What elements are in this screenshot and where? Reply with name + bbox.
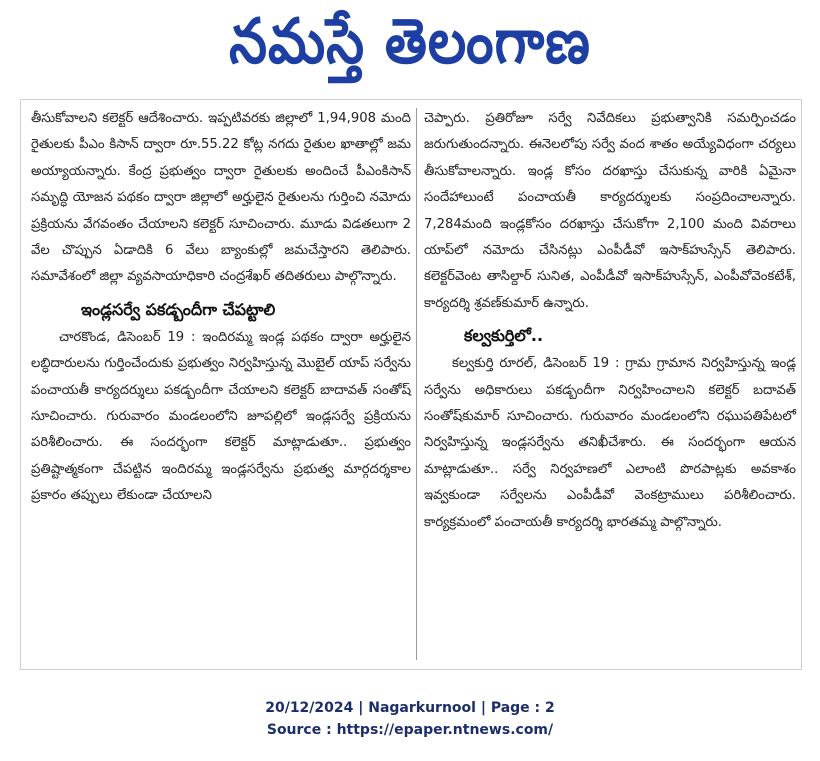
edition-info: 20/12/2024 | Nagarkurnool | Page : 2: [265, 700, 555, 716]
article-column-right: [424, 106, 796, 536]
article-paragraph: తీసుకోవాలని కలెక్టర్ ఆదేశించారు. ఇప్పటివరకు జిల్లాలో 1,94,908 మంది రైతులకు పీఎం కిసాన్ ద్వారా రూ.55.22 కోట్ల నగదు రైతుల ఖాతాల్లో జమ అయ్యాయన్నారు. కేంద్ర ప్రభుత్వం ద్వారా రైతులకు అందించే పీఎంకిసాన్ సమృద్ధి యోజన పథకం ద్వారా జిల్లాలో అర్హులైన రైతులను గుర్తించి నమోదు ప్రక్రియను వేగవంతం చేయాలని కలెక్టర్ సూచించారు. మూడు విడతలుగా 2 వేల చొప్పున ఏడాదికి 6 వేలు బ్యాంకుల్లో జమచేస్తారని తెలిపారు. సమావేశంలో జిల్లా వ్యవసాయాధికారి చంద్రశేఖర్ తదితరులు పాల్గొన్నారు.: [31, 111, 411, 285]
article-paragraph: చారకొండ, డిసెంబర్ 19 : ఇందిరమ్మ ఇండ్ల పథకం ద్వారా అర్హులైన లబ్ధిదారులను గుర్తించేందుకు ప్రభుత్వం నిర్వహిస్తున్న మొబైల్ యాప్ సర్వేను పంచాయతీ కార్యదర్శులు పకడ్బందీగా చేయాలని కలెక్టర్ బాదావత్ సంతోష్ సూచించారు. గురువారం మండలంలోని జూపల్లిలో ఇండ్లసర్వే ప్రక్రియను పరిశీలించారు. ఈ సందర్భంగా కలెక్టర్ మాట్లాడుతూ.. ప్రభుత్వం ప్రతిష్టాత్మకంగా చేపట్టిన ఇందిరమ్మ ఇండ్లసర్వేను ప్రభుత్వ మార్గదర్శకాల ప్రకారం తప్పులు లేకుండా చేయాలని: [31, 329, 411, 504]
masthead: [0, 0, 820, 98]
section-heading: కల్వకుర్తిలో..: [464, 326, 544, 346]
newspaper-logo: నమస్తే తెలంగాణ: [229, 4, 591, 78]
source-link[interactable]: Source : https://epaper.ntnews.com/: [266, 722, 554, 738]
section-heading: ఇండ్లసర్వే పకడ్బందీగా చేపట్టాలి: [81, 299, 276, 319]
article-paragraph: చెప్పారు. ప్రతిరోజూ సర్వే నివేదికలు ప్రభుత్వానికి సమర్పించడం జరుగుతుందన్నారు. ఈనెలలోపు సర్వే వంద శాతం అయ్యేవిధంగా చర్యలు తీసుకోవాలన్నారు. ఇండ్ల కోసం దరఖాస్తు చేసుకున్న వారికి ఏమైనా సందేహాలుంటే పంచాయతీ కార్యదర్శులకు సంప్రదించాలన్నారు. 7,284మంది ఇండ్లకోసం దరఖాస్తు చేసుకోగా 2,100 మంది వివరాలు యాప్‌లో నమోదు చేసినట్లు ఎంపీడీవో ఇసాక్‌హుస్సేన్ తెలిపారు. కలెక్టర్‌వెంట తాసిల్దార్ సునిత, ఎంపీడీవో ఇసాక్‌హుస్సేన్, ఎంపీవోవెంకటేశ్, కార్యదర్శి శ్రవణ్‌కుమార్ ఉన్నారు.: [424, 111, 796, 311]
article-paragraph: కల్వకుర్తి రూరల్, డిసెంబర్ 19 : గ్రామ గ్రామాన నిర్వహిస్తున్న ఇండ్ల సర్వేను అధికారులు పకడ్బందీగా నిర్వహించాలని కలెక్టర్ బదావత్ సంతోష్‌కుమార్ సూచించారు. గురువారం మండలంలోని రఘుపతిపేటలో నిర్వహిస్తున్న ఇండ్లసర్వేను తనిఖీచేశారు. ఈ సందర్భంగా ఆయన మాట్లాడుతూ.. సర్వే నిర్వహణలో ఎలాంటి పొరపాట్లకు అవకాశం ఇవ్వకుండా సర్వేలను ఎంపీడీవో వెంకట్రాములు పరిశీలించారు. కార్యక్రమంలో పంచాయతీ కార్యదర్శి భారతమ్మ పాల్గొన్నారు.: [424, 356, 796, 530]
article-clipping: [20, 99, 802, 670]
column-divider: [416, 108, 417, 660]
article-column-left: [31, 106, 411, 510]
